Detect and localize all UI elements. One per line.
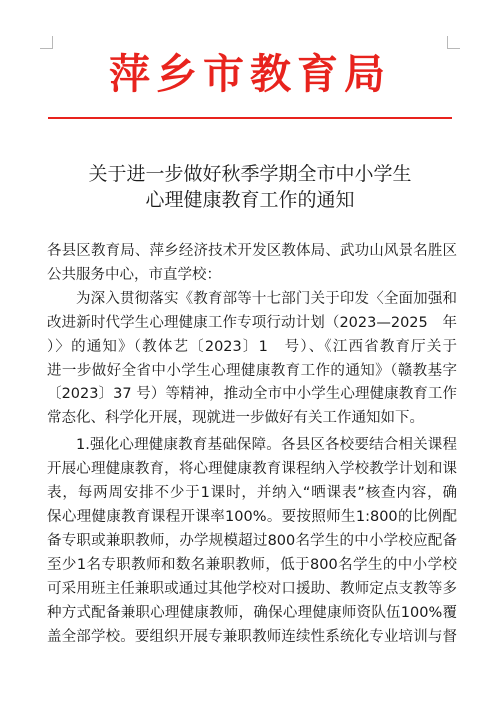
letterhead-red-rule xyxy=(48,117,452,119)
letterhead-title: 萍乡市教育局 xyxy=(109,50,391,98)
paragraph-line: 进一步做好全省中小学生心理健康教育工作的通知》（赣教基字 xyxy=(47,362,457,379)
document-title-line: 关于进一步做好秋季学期全市中小学生 xyxy=(88,163,412,185)
paragraph-line: 常态化、科学化开展，现就进一步做好有关工作通知如下。 xyxy=(47,410,424,427)
addressee xyxy=(47,240,457,288)
paragraph-line: 备专职或兼职教师，办学规模超过800名学生的中小学校应配备 xyxy=(47,532,457,549)
addressee-line: 公共服务中心，市直学校： xyxy=(47,266,221,283)
document-title xyxy=(40,161,460,213)
paragraph-line: 1.强化心理健康教育基础保障。各县区各校要结合相关课程 xyxy=(76,437,457,454)
paragraph-line: ）〉的通知》（教体艺〔2023〕1 号）、《江西省教育厅关于 xyxy=(47,338,457,355)
paragraph-line: 〔2023〕37 号）等精神，推动全市中小学生心理健康教育工作 xyxy=(47,386,457,403)
paragraph-line: 改进新时代学生心理健康工作专项行动计划（2023—2025 年 xyxy=(47,314,457,331)
paragraph-line: 保心理健康教育课程开课率100%。要按照师生1:800的比例配 xyxy=(47,508,457,525)
paragraph-intro xyxy=(47,288,457,431)
paragraph-line: 开展心理健康教育，将心理健康教育课程纳入学校教学计划和课 xyxy=(47,461,457,478)
paragraph-line: 盖全部学校。要组织开展专兼职教师连续性系统化专业培训与督 xyxy=(47,628,457,645)
paragraph-line: 为深入贯彻落实《教育部等十七部门关于印发〈全面加强和 xyxy=(76,290,457,307)
addressee-line: 各县区教育局、萍乡经济技术开发区教体局、武功山风景名胜区 xyxy=(47,243,457,259)
document-title-line: 心理健康教育工作的通知 xyxy=(145,189,355,211)
paragraph-line: 种方式配备兼职心理健康教师，确保心理健康师资队伍100%覆 xyxy=(47,604,457,621)
document-body xyxy=(47,240,457,649)
paragraph-line: 可采用班主任兼职或通过其他学校对口援助、教师定点支教等多 xyxy=(47,580,457,597)
paragraph-line: 至少1名专职教师和数名兼职教师，低于800名学生的中小学校 xyxy=(47,556,457,573)
paragraph-line: 表，每两周安排不少于1课时，并纳入“晒课表”核查内容，确 xyxy=(47,485,457,502)
paragraph-section-1 xyxy=(47,434,457,649)
